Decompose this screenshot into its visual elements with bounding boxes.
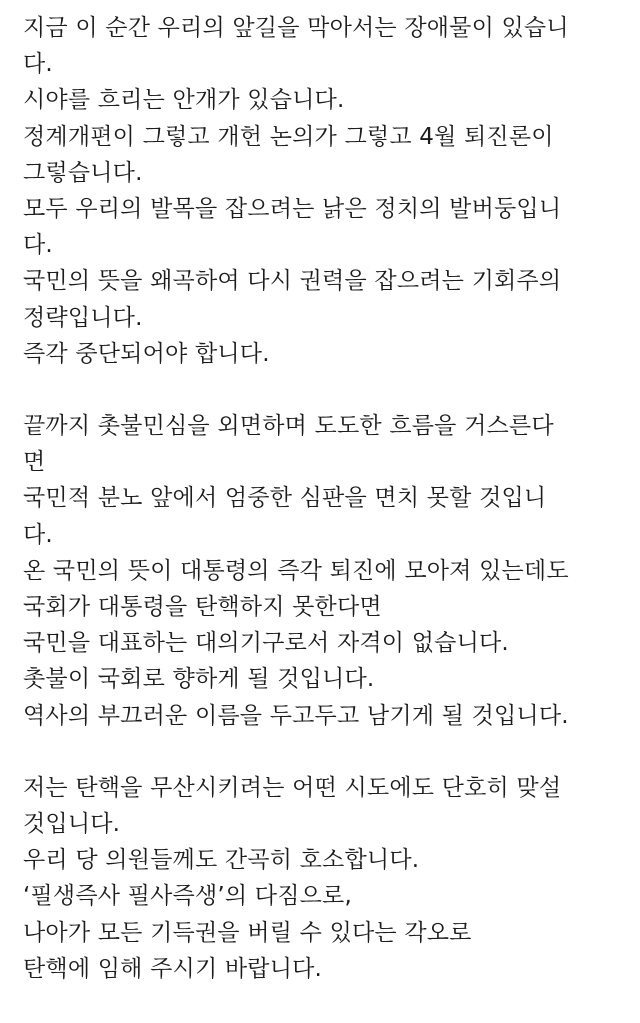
text-line: 국회가 대통령을 탄핵하지 못한다면 xyxy=(23,594,382,621)
text-line: 모두 우리의 발목을 잡으려는 낡은 정치의 발버둥입니 xyxy=(23,196,562,223)
text-line: 역사의 부끄러운 이름을 두고두고 남기게 될 것입니다. xyxy=(23,702,569,729)
text-line: 국민의 뜻을 왜곡하여 다시 권력을 잡으려는 기회주의 xyxy=(23,268,562,295)
text-line: 정계개편이 그렇고 개헌 논의가 그렇고 4월 퇴진론이 xyxy=(23,123,554,150)
text-line: 국민을 대표하는 대의기구로서 자격이 없습니다. xyxy=(23,630,509,657)
text-line: 우리 당 의원들께도 간곡히 호소합니다. xyxy=(23,847,420,874)
text-line: 시야를 흐리는 안개가 있습니다. xyxy=(23,87,345,114)
text-line: 것입니다. xyxy=(23,811,121,838)
text-line: 국민적 분노 앞에서 엄중한 심판을 면치 못할 것입니 xyxy=(23,485,547,512)
text-line: 지금 이 순간 우리의 앞길을 막아서는 장애물이 있습니 xyxy=(23,15,569,41)
text-line: ‘필생즉사 필사즉생’의 다짐으로, xyxy=(23,883,352,910)
text-line: 즉각 중단되어야 합니다. xyxy=(23,340,270,367)
text-line: 면 xyxy=(23,449,46,476)
text-line: 다. xyxy=(23,51,53,78)
paragraph-2 xyxy=(23,408,623,734)
text-line: 정략입니다. xyxy=(23,304,143,331)
text-line: 온 국민의 뜻이 대통령의 즉각 퇴진에 모아져 있는데도 xyxy=(23,557,569,584)
paragraph-3 xyxy=(23,770,623,987)
text-line: 다. xyxy=(23,232,53,259)
text-line: 다. xyxy=(23,521,53,548)
text-line: 저는 탄핵을 무산시키려는 어떤 시도에도 단호히 맞설 xyxy=(23,774,562,801)
text-line: 나아가 모든 기득권을 버릴 수 있다는 각오로 xyxy=(23,919,472,946)
paragraph-1 xyxy=(23,10,623,372)
text-line: 끝까지 촛불민심을 외면하며 도도한 흐름을 거스른다 xyxy=(23,413,554,440)
text-line: 탄핵에 임해 주시기 바랍니다. xyxy=(23,955,323,982)
text-line: 촛불이 국회로 향하게 될 것입니다. xyxy=(23,666,375,693)
text-line: 그렇습니다. xyxy=(23,159,143,186)
post-body xyxy=(23,10,623,1023)
